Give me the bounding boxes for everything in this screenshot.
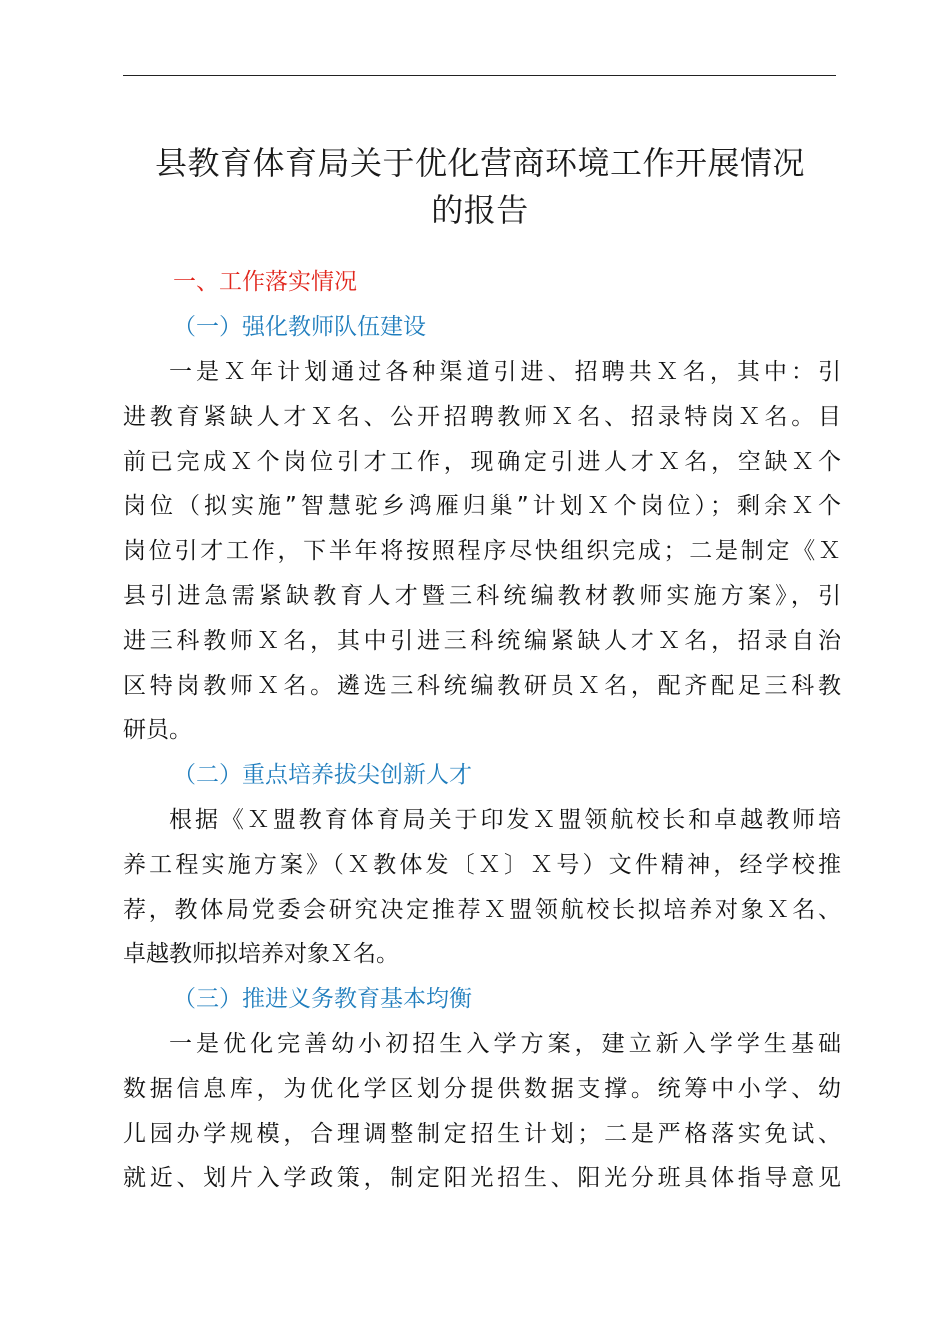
title-line-2: 的报告 <box>431 191 529 229</box>
paragraph-line: 养工程实施方案》（Ｘ教体发〔Ｘ〕Ｘ号）文件精神，经学校推 <box>123 851 841 878</box>
paragraph-line: 研员。 <box>123 717 192 744</box>
paragraph-line: 一是优化完善幼小初招生入学方案，建立新入学学生基础 <box>169 1031 841 1057</box>
paragraph-line: 就近、划片入学政策，制定阳光招生、阳光分班具体指导意见 <box>123 1165 841 1192</box>
title-line-1: 县教育体育局关于优化营商环境工作开展情况 <box>154 144 805 182</box>
section-heading-1: 一、工作落实情况 <box>173 269 357 295</box>
paragraph-line: 进教育紧缺人才Ｘ名、公开招聘教师Ｘ名、招录特岗Ｘ名。目 <box>123 403 842 430</box>
paragraph-line: 岗位引才工作，下半年将按照程序尽快组织完成；二是制定《Ｘ <box>123 538 841 565</box>
document-title <box>110 140 850 234</box>
paragraph-line: 荐，教体局党委会研究决定推荐Ｘ盟领航校长拟培养对象Ｘ名、 <box>123 896 841 923</box>
paragraph-line: 数据信息库，为优化学区划分提供数据支撑。统筹中小学、幼 <box>123 1075 841 1102</box>
paragraph-line: 区特岗教师Ｘ名。遴选三科统编教研员Ｘ名，配齐配足三科教 <box>123 672 841 699</box>
subsection-heading-3: （三）推进义务教育基本均衡 <box>173 986 472 1012</box>
header-rule <box>123 75 836 76</box>
paragraph-1 <box>123 350 841 753</box>
paragraph-line: 儿园办学规模，合理调整制定招生计划；二是严格落实免试、 <box>123 1120 841 1147</box>
paragraph-2 <box>123 798 841 977</box>
paragraph-line: 岗位（拟实施”智慧驼乡鸿雁归巢”计划Ｘ个岗位）；剩余Ｘ个 <box>123 493 841 520</box>
paragraph-3 <box>123 1022 841 1201</box>
subsection-heading-2: （二）重点培养拔尖创新人才 <box>173 762 472 788</box>
paragraph-line: 前已完成Ｘ个岗位引才工作，现确定引进人才Ｘ名，空缺Ｘ个 <box>123 448 841 475</box>
paragraph-line: 县引进急需紧缺教育人才暨三科统编教材教师实施方案》，引 <box>123 582 841 609</box>
paragraph-line: 一是Ｘ年计划通过各种渠道引进、招聘共Ｘ名，其中：引 <box>169 359 841 385</box>
paragraph-line: 进三科教师Ｘ名，其中引进三科统编紧缺人才Ｘ名，招录自治 <box>123 627 841 654</box>
paragraph-line: 卓越教师拟培养对象Ｘ名。 <box>123 941 399 968</box>
paragraph-line: 根据《Ｘ盟教育体育局关于印发Ｘ盟领航校长和卓越教师培 <box>169 807 841 833</box>
subsection-heading-1: （一）强化教师队伍建设 <box>173 314 426 340</box>
